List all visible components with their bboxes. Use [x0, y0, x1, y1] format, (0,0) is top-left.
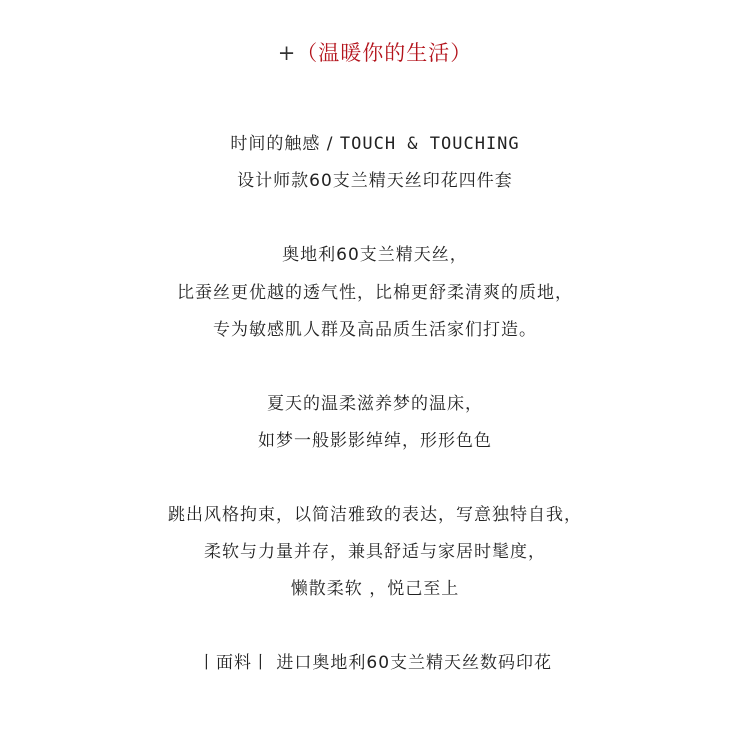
summer-line-2: 如梦一般影影绰绰，形形色色 — [258, 431, 492, 451]
heading-close-paren: ） — [450, 41, 473, 65]
material-line-2: 比蚕丝更优越的透气性，比棉更舒柔清爽的质地， — [177, 283, 573, 303]
product-name: 设计师款60支兰精天丝印花四件套 — [237, 171, 513, 191]
fabric-label: 丨面料丨 — [197, 653, 270, 673]
style-line-1: 跳出风格拘束，以简洁雅致的表达，写意独特自我， — [168, 505, 582, 525]
material-line-3: 专为敏感肌人群及高品质生活家们打造。 — [213, 320, 537, 340]
section-heading — [0, 38, 750, 68]
heading-open-paren: （ — [296, 41, 319, 65]
plus-icon: + — [277, 41, 297, 65]
intro-tagline-en: TOUCH & TOUCHING — [339, 134, 520, 154]
intro-tagline — [0, 131, 750, 157]
fabric-spec — [0, 650, 750, 676]
style-line-2: 柔软与力量并存，兼具舒适与家居时髦度， — [204, 542, 546, 562]
intro-tagline-cn: 时间的触感 / — [230, 134, 340, 154]
summer-line-1: 夏天的温柔滋养梦的温床， — [267, 394, 483, 414]
heading-title: 温暖你的生活 — [318, 41, 451, 65]
material-line-1: 奥地利60支兰精天丝， — [282, 245, 468, 265]
fabric-value: 进口奥地利60支兰精天丝数码印花 — [276, 653, 553, 673]
style-line-3: 懒散柔软 ，悦己至上 — [290, 579, 460, 599]
